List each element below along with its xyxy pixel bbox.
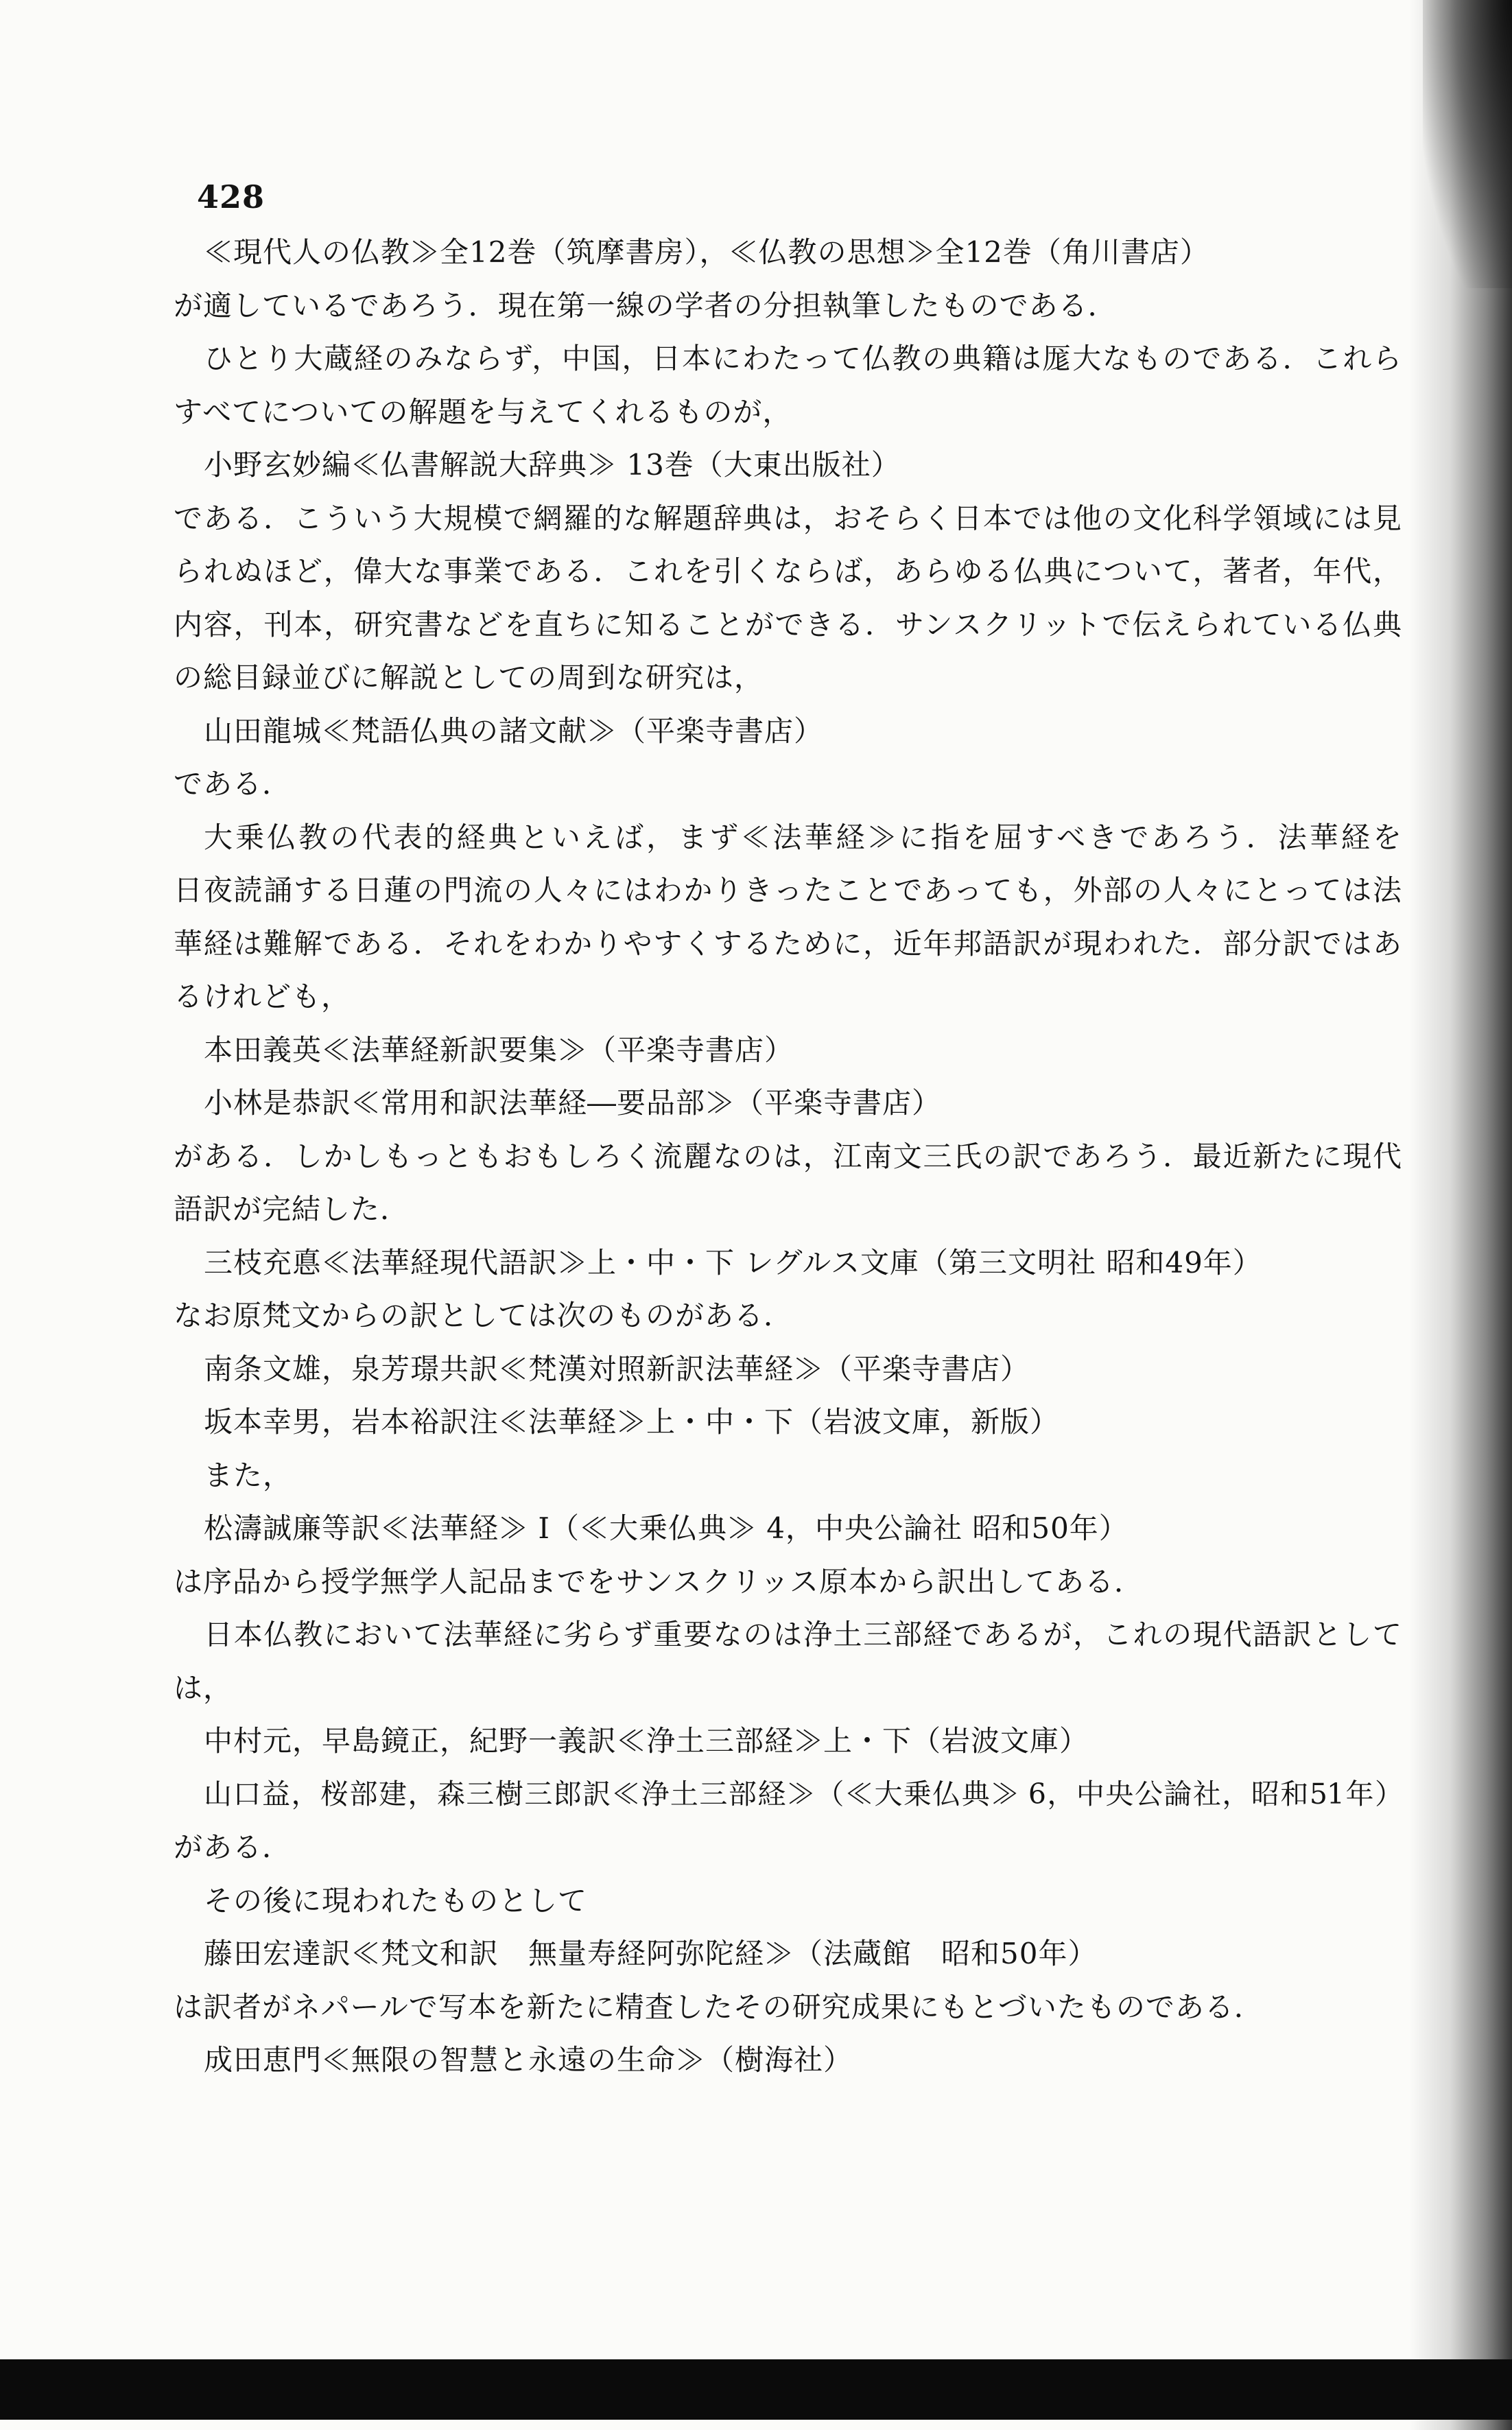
citation-line: 中村元，早島鏡正，紀野一義訳≪浄土三部経≫上・下（岩波文庫） <box>204 1724 1089 1758</box>
scan-corner-shadow <box>1423 0 1512 288</box>
citation-line: 坂本幸男，岩本裕訳注≪法華経≫上・中・下（岩波文庫，新版） <box>204 1405 1060 1439</box>
body-text-line: 日夜読誦する日蓮の門流の人々にはわかりきったことであっても，外部の人々にとっては法 <box>174 873 1402 907</box>
citation-line: ≪現代人の仏教≫全12巻（筑摩書房），≪仏教の思想≫全12巻（角川書店） <box>204 235 1209 269</box>
citation-line: 山口益，桜部建，森三樹三郎訳≪浄土三部経≫（≪大乗仏典≫ 6，中央公論社，昭和51年） <box>204 1777 1402 1810</box>
citation-line: 本田義英≪法華経新訳要集≫（平楽寺書店） <box>204 1033 794 1067</box>
body-text-line: は序品から授学無学人記品までをサンスクリッス原本から訳出してある． <box>174 1564 1144 1599</box>
citation-line: 山田龍城≪梵語仏典の諸文献≫（平楽寺書店） <box>204 713 824 748</box>
citation-line: 三枝充悳≪法華経現代語訳≫上・中・下 レグルス文庫（第三文明社 昭和49年） <box>204 1245 1262 1279</box>
page-number: 428 <box>197 178 265 215</box>
body-text-line: が適しているであろう．現在第一線の学者の分担執筆したものである． <box>174 288 1118 322</box>
body-text-line: は， <box>174 1671 233 1705</box>
scan-bottom-border <box>0 2359 1512 2420</box>
body-text-line: 語訳が完結した． <box>174 1192 410 1226</box>
body-text-line: ひとり大蔵経のみならず，中国，日本にわたって仏教の典籍は厖大なものである．これら <box>204 342 1402 375</box>
body-text-line: その後に現われたものとして <box>204 1883 588 1918</box>
body-text-line: 大乗仏教の代表的経典といえば，まず≪法華経≫に指を屈すべきであろう．法華経を <box>204 820 1402 854</box>
body-text-line: すべてについての解題を与えてくれるものが， <box>174 394 792 429</box>
body-text-line: の総目録並びに解説としての周到な研究は， <box>174 661 764 694</box>
body-text-line: がある． <box>174 1830 292 1864</box>
body-text-line: 華経は難解である．それをわかりやすくするために，近年邦語訳が現われた．部分訳ではあ <box>174 926 1402 960</box>
citation-line: 南条文雄，泉芳璟共訳≪梵漢対照新訳法華経≫（平楽寺書店） <box>204 1352 1030 1386</box>
body-text-line: である．こういう大規模で網羅的な解題辞典は，おそらく日本では他の文化科学領域には見 <box>174 501 1402 535</box>
body-text-line: 内容，刊本，研究書などを直ちに知ることができる．サンスクリットで伝えられている仏典 <box>174 607 1402 641</box>
citation-line: 松濤誠廉等訳≪法華経≫ I（≪大乗仏典≫ 4，中央公論社 昭和50年） <box>204 1511 1129 1545</box>
body-text-line: である． <box>174 767 292 801</box>
citation-line: 小野玄妙編≪仏書解説大辞典≫ 13巻（大東出版社） <box>204 448 901 482</box>
body-text-line: また， <box>204 1458 293 1492</box>
citation-line: 小林是恭訳≪常用和訳法華経―要品部≫（平楽寺書店） <box>204 1086 942 1120</box>
citation-line: 成田恵門≪無限の智慧と永遠の生命≫（樹海社） <box>204 2043 853 2077</box>
body-text-line: なお原梵文からの訳としては次のものがある． <box>174 1299 794 1332</box>
scan-edge-shadow <box>1409 0 1512 2430</box>
body-text-line: 日本仏教において法華経に劣らず重要なのは浄土三部経であるが，これの現代語訳として <box>204 1618 1402 1651</box>
body-text-line: がある．しかしもっともおもしろく流麗なのは，江南文三氏の訳であろう．最近新たに現代 <box>174 1139 1402 1173</box>
body-text-line: るけれども， <box>174 980 351 1013</box>
body-text <box>174 226 1402 2087</box>
citation-line: 藤田宏達訳≪梵文和訳 無量寿経阿弥陀経≫（法蔵館 昭和50年） <box>204 1937 1098 1970</box>
body-text-line: は訳者がネパールで写本を新たに精査したその研究成果にもとづいたものである． <box>174 1990 1264 2024</box>
body-text-line: られぬほど，偉大な事業である．これを引くならば，あらゆる仏典について，著者，年代， <box>174 554 1402 588</box>
